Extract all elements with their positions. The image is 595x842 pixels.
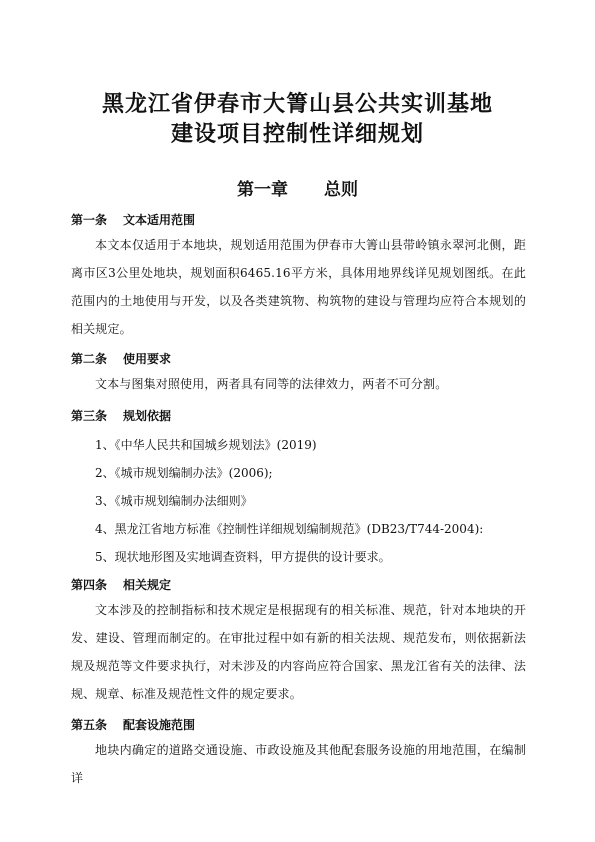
basis-item-2: 2、《城市规划编制办法》(2006);: [95, 466, 273, 480]
article-number: 第四条: [71, 578, 108, 592]
article-2-heading: [71, 350, 171, 367]
article-1-body: 本文本仅适用于本地块，规划适用范围为伊春市大箐山县带岭镇永翠河北侧，距离市区3公里处地块，规划面积6465.16平方米，具体用地界线详见规划图纸。在此范围内的土地使用与开发，以及各类建筑物、构筑物的建设与管理均应符合本规划的相关规定。: [71, 238, 526, 336]
document-title-line-2: 建设项目控制性详细规划: [170, 121, 424, 147]
chapter-number: 第一章: [237, 180, 288, 200]
basis-item-1: 1、《中华人民共和国城乡规划法》(2019): [95, 438, 317, 452]
article-title: 使用要求: [123, 352, 172, 366]
article-number: 第五条: [71, 718, 108, 732]
article-number: 第三条: [71, 409, 108, 423]
chapter-heading: [0, 175, 595, 200]
article-title: 规划依据: [123, 409, 172, 423]
article-1-heading: [71, 211, 195, 228]
article-title: 配套设施范围: [123, 718, 196, 732]
article-title: 文本适用范围: [123, 213, 196, 227]
article-2-body: 文本与图集对照使用，两者具有同等的法律效力，两者不可分割。: [95, 377, 448, 391]
document-title-line-1: 黑龙江省伊春市大箐山县公共实训基地: [101, 91, 493, 117]
chapter-name: 总则: [324, 180, 358, 200]
article-5-heading: [71, 716, 195, 733]
article-number: 第二条: [71, 352, 108, 366]
basis-item-4: 4、黑龙江省地方标准《控制性详细规划编制规范》(DB23/T744-2004):: [95, 522, 484, 536]
article-5-body: 地块内确定的道路交通设施、市政设施及其他配套服务设施的用地范围，在编制详: [71, 743, 526, 785]
article-3-heading: [71, 407, 171, 424]
article-4-heading: [71, 576, 171, 593]
basis-item-5: 5、现状地形图及实地调查资料，甲方提供的设计要求。: [95, 550, 391, 564]
article-title: 相关规定: [123, 578, 172, 592]
article-4-body: 文本涉及的控制指标和技术规定是根据现有的相关标准、规范，针对本地块的开发、建设、管理而制定的。在审批过程中如有新的相关法规、规范发布，则依据新法规及规范等文件要求执行，对未涉及的内容尚应符合国家、黑龙江省有关的法律、法规、规章、标准及规范性文件的规定要求。: [71, 603, 526, 701]
basis-item-3: 3、《城市规划编制办法细则》: [95, 494, 253, 508]
article-number: 第一条: [71, 213, 108, 227]
